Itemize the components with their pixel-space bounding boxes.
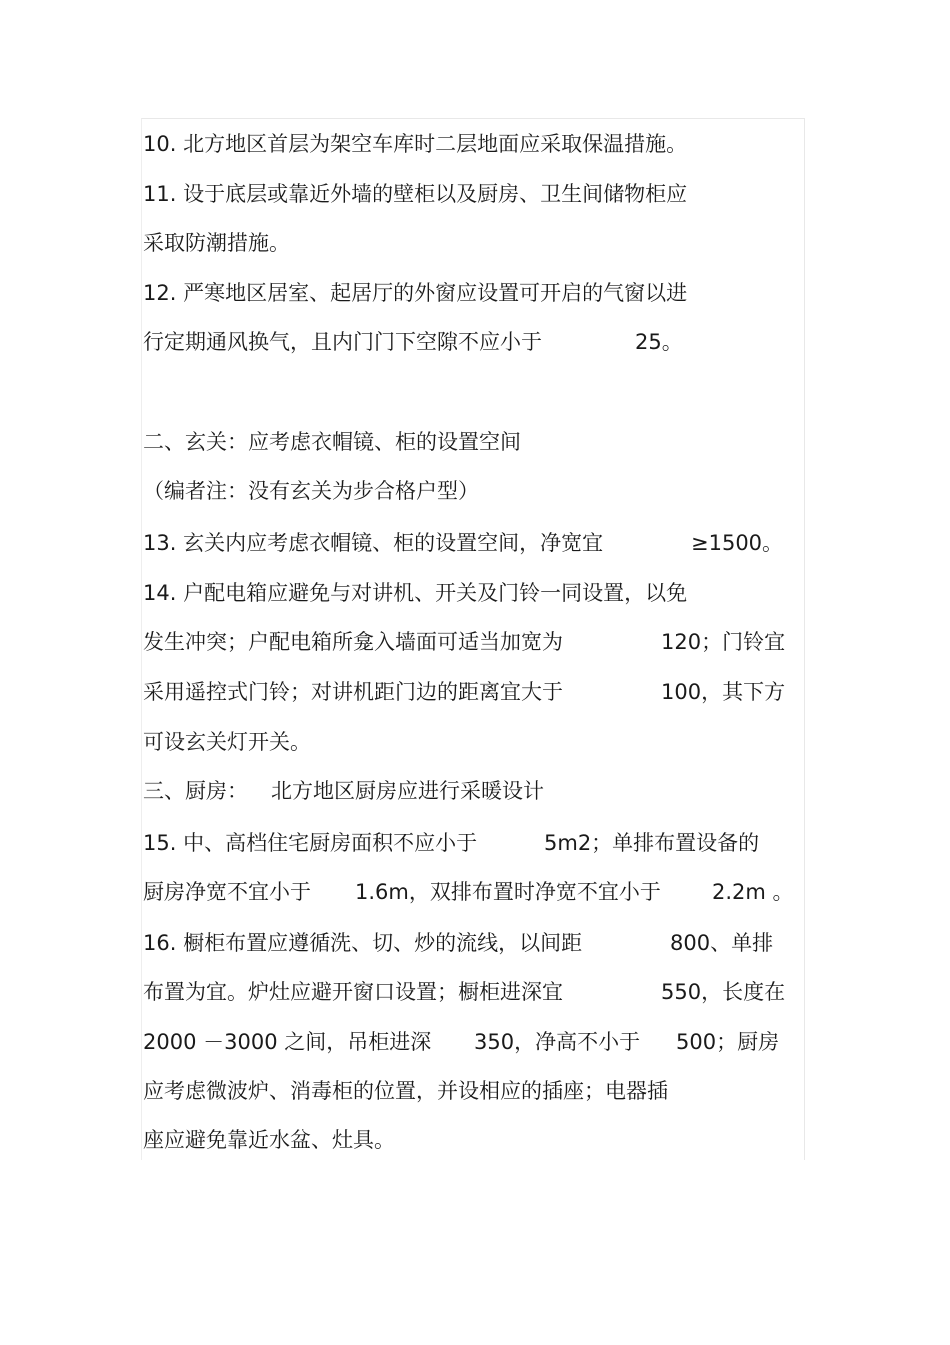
- line-text: 13. 玄关内应考虑衣帽镜、柜的设置空间，净宽宜: [143, 531, 604, 555]
- line-text: 二、玄关：应考虑衣帽镜、柜的设置空间: [143, 430, 521, 454]
- line-value: 5m2；单排布置设备的: [544, 831, 760, 855]
- line-value: 550，长度在: [661, 980, 786, 1004]
- line-text: 行定期通风换气，且内门门下空隙不应小于: [143, 330, 542, 354]
- line-text: 布置为宜。炉灶应避开窗口设置；橱柜进深宜: [143, 980, 563, 1004]
- line-value: 25。: [635, 330, 683, 354]
- line-text: 采取防潮措施。: [143, 231, 290, 255]
- line-text: 15. 中、高档住宅厨房面积不应小于: [143, 831, 478, 855]
- line-value: 800、单排: [670, 931, 774, 955]
- line-text: 2000 －3000 之间，吊柜进深: [143, 1030, 432, 1054]
- line-text: 三、厨房：: [143, 779, 248, 803]
- line-value: 100，其下方: [661, 680, 786, 704]
- line-text: 可设玄关灯开关。: [143, 730, 311, 754]
- line-text: 14. 户配电箱应避免与对讲机、开关及门铃一同设置，以免: [143, 581, 688, 605]
- line-value: 2.2m 。: [712, 880, 794, 904]
- line-text: 座应避免靠近水盆、灶具。: [143, 1128, 395, 1152]
- line-value: 120；门铃宜: [661, 630, 786, 654]
- line-text: 应考虑微波炉、消毒柜的位置，并设相应的插座；电器插: [143, 1079, 668, 1103]
- line-value: 350，净高不小于: [474, 1030, 641, 1054]
- line-text: （编者注：没有玄关为步合格户型）: [143, 479, 479, 503]
- line-text: 10. 北方地区首层为架空车库时二层地面应采取保温措施。: [143, 132, 688, 156]
- line-text: 采用遥控式门铃；对讲机距门边的距离宜大于: [143, 680, 563, 704]
- line-text: 厨房净宽不宜小于: [143, 880, 311, 904]
- line-value: ≥1500。: [691, 531, 784, 555]
- line-text: 11. 设于底层或靠近外墙的壁柜以及厨房、卫生间储物柜应: [143, 182, 688, 206]
- line-text: 发生冲突；户配电箱所龛入墙面可适当加宽为: [143, 630, 563, 654]
- line-value: 500；厨房: [676, 1030, 780, 1054]
- line-text: 北方地区厨房应进行采暖设计: [271, 779, 544, 803]
- line-value: 1.6m，双排布置时净宽不宜小于: [355, 880, 661, 904]
- line-text: 16. 橱柜布置应遵循洗、切、炒的流线，以间距: [143, 931, 583, 955]
- line-text: 12. 严寒地区居室、起居厅的外窗应设置可开启的气窗以进: [143, 281, 688, 305]
